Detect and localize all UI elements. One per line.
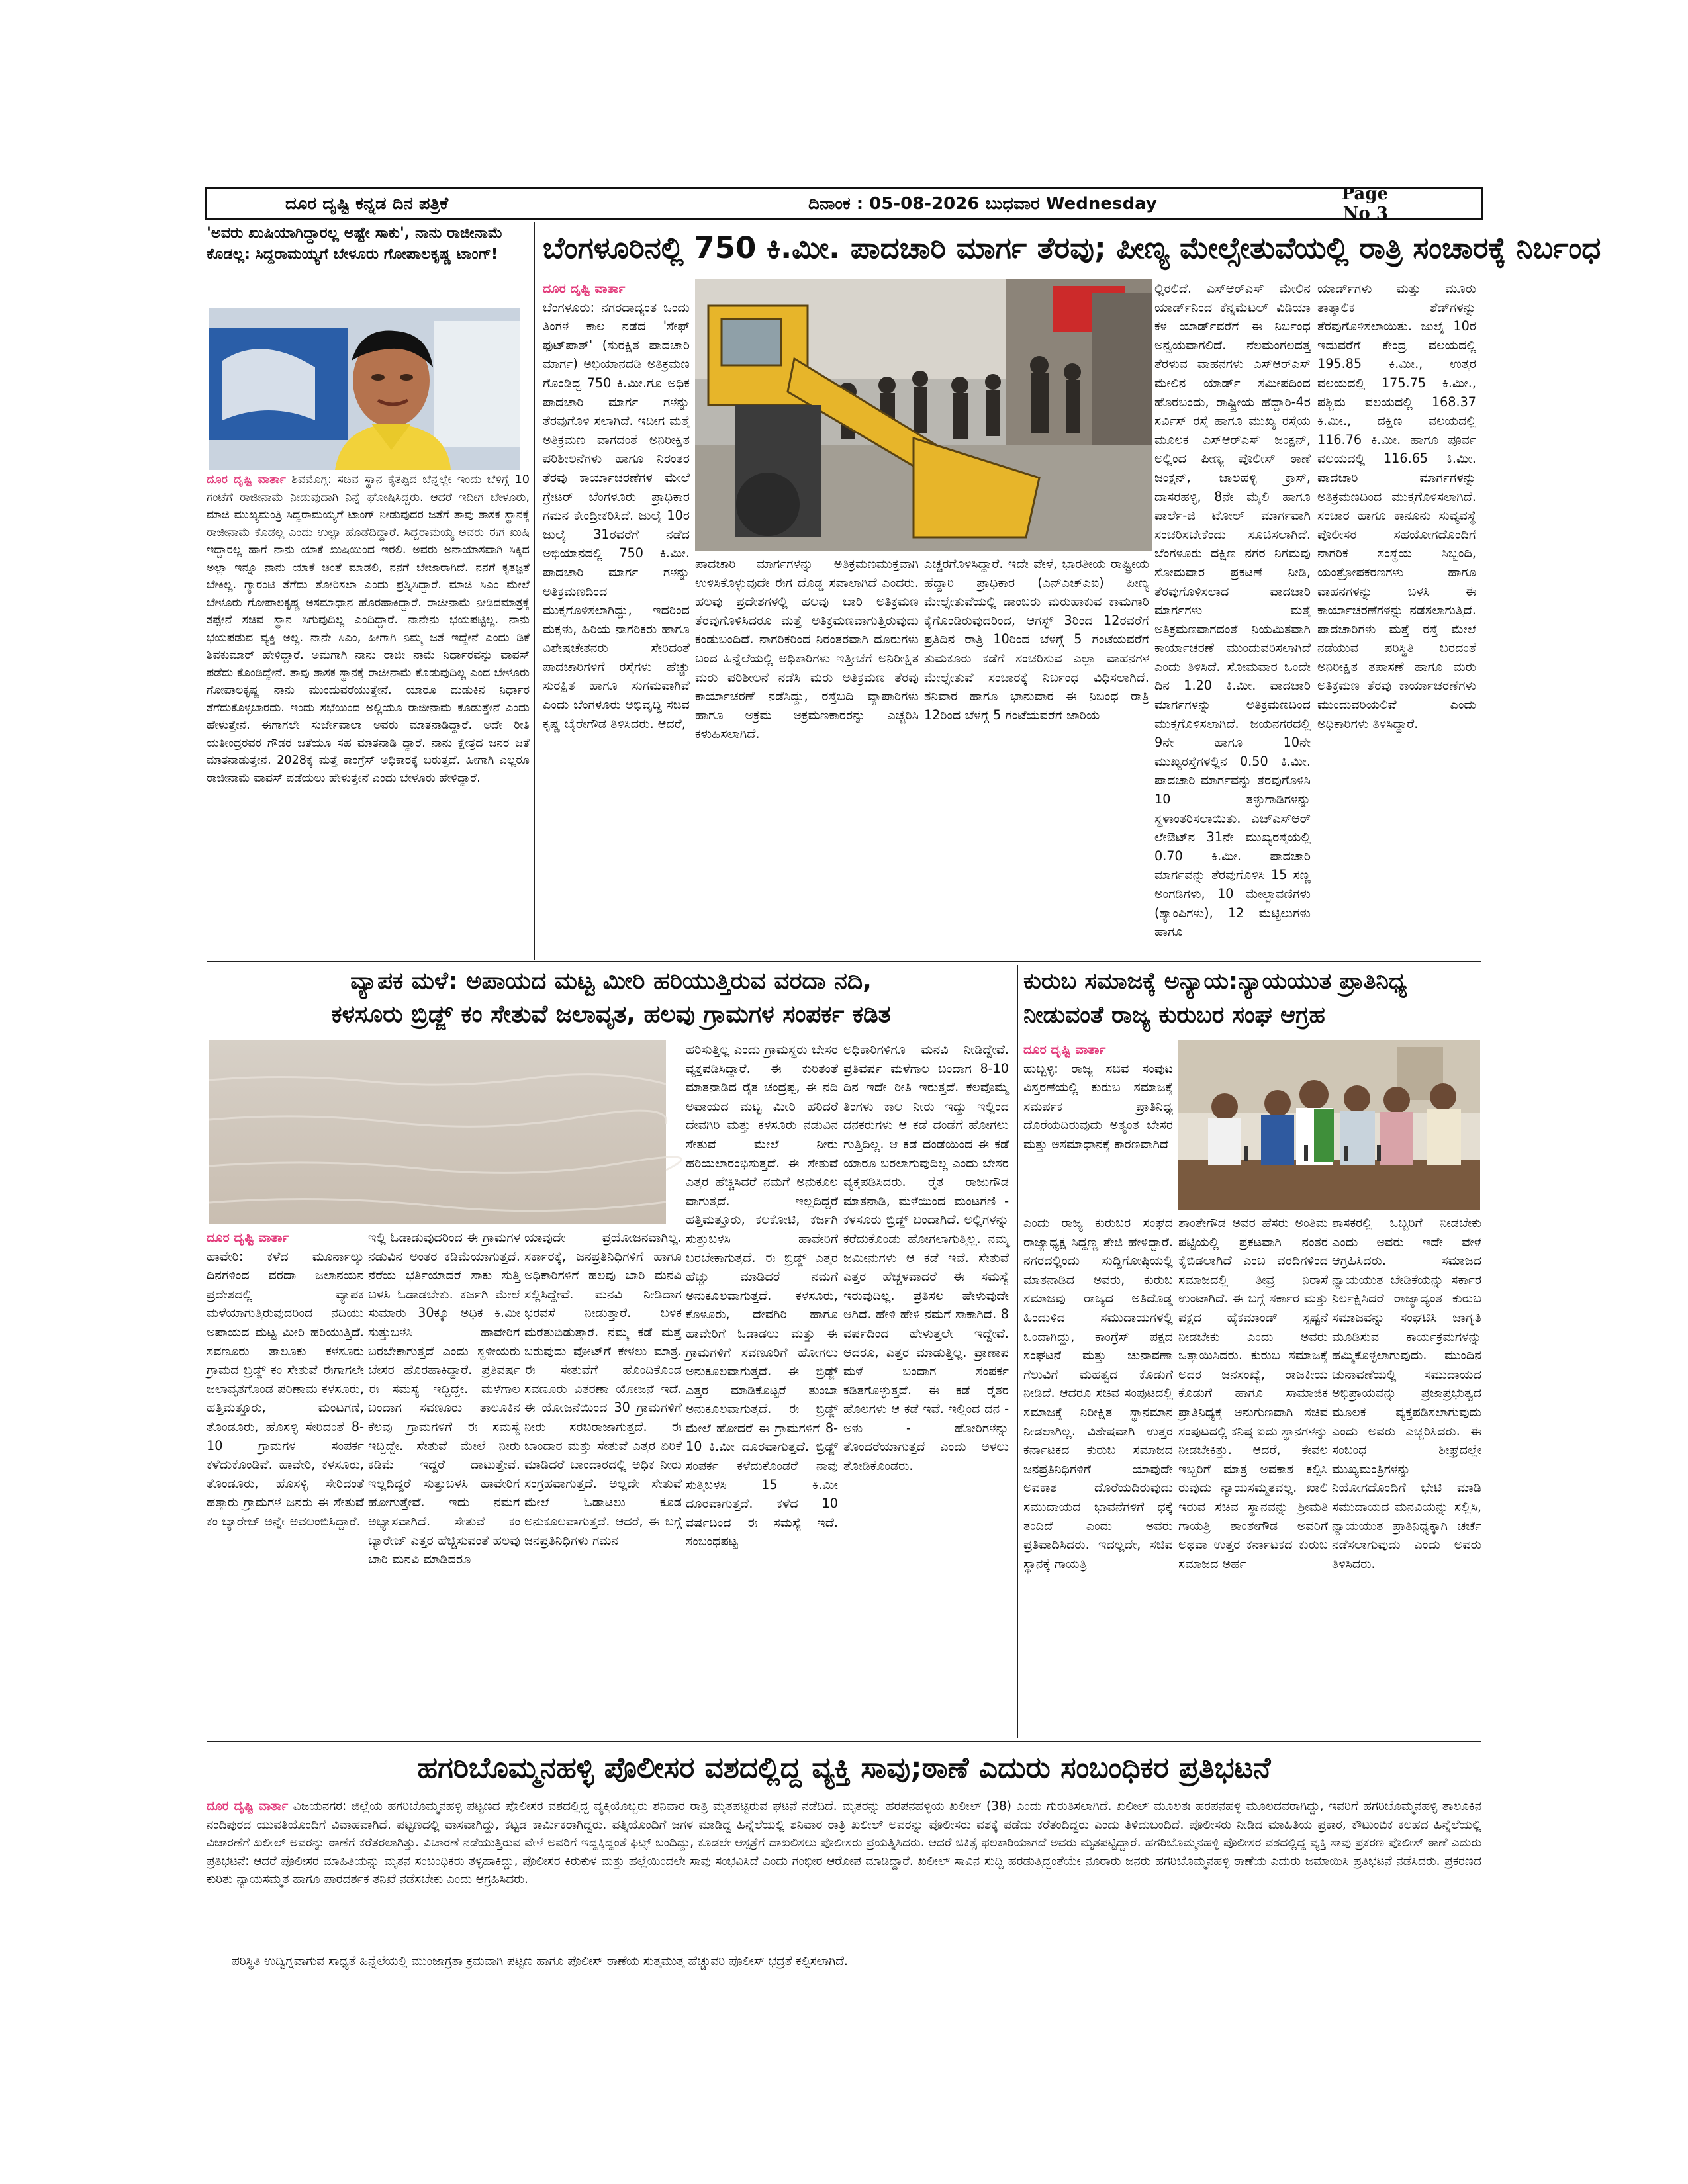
- story3-headline-line2: ಕಳಸೂರು ಬ್ರಿಡ್ಜ್ ಕಂ ಸೇತುವೆ ಜಲಾವೃತ, ಹಲವು ಗ್ರಾಮಗಳ ಸಂಪರ್ಕ ಕಡಿತ: [331, 1001, 891, 1028]
- story3-col3: ಯಾವುದೇ ಪ್ರಯೋಜನವಾಗಿಲ್ಲ. ಸರ್ಕಾರಕ್ಕೆ, ಜನಪ್ರತಿನಿಧಿಗಳಿಗೆ ಹಾಗೂ ಅಧಿಕಾರಿಗಳಿಗೆ ಹಲವು ಬಾರಿ ಮನವಿ ಸಲ್ಲಿಸಿದ್ದೇವೆ. ಮನವಿ ನೀಡಿದಾಗ ಭರವಸೆ ನೀಡುತ್ತಾರೆ. ಬಳಿಕ ಮರೆತುಬಿಡುತ್ತಾರೆ. ನಮ್ಮ ಕಡೆ ಮತ್ತೆ ಬರುವುದು ವೋಟ್‌ಗೆ ಕೇಳಲು ಮಾತ್ರ. ಈ ಸೇತುವೆಗೆ ಹೊಂದಿಕೊಂಡ ಸವಣೂರು ವಿತರಣಾ ಯೋಜನೆ ಇದೆ. ಈ ಯೋಜನೆಯಿಂದ 30 ಗ್ರಾಮಗಳಿಗೆ ನೀರು ಸರಬರಾಜಾಗುತ್ತದೆ. ಈ ಬಾಂದಾರ ಮತ್ತು ಸೇತುವೆ ಎತ್ತರ ಏರಿಕೆ ಮಾಡಿದರೆ ಬಾಂದಾರದಲ್ಲಿ ಅಧಿಕ ನೀರು ಸಂಗ್ರಹವಾಗುತ್ತದೆ. ಅಲ್ಲದೇ ಸೇತುವೆ ಮೇಲೆ ಓಡಾಟಲು ಕೂಡ ಅನುಕೂಲವಾಗುತ್ತದೆ. ಆದರೆ, ಈ ಬಗ್ಗೆ ಜನಪ್ರತಿನಿಧಿಗಳು ಗಮನ: [524, 1230, 682, 1548]
- story4-byline: ದೂರ ದೃಷ್ಟಿ ವಾರ್ತಾ: [1023, 1042, 1106, 1057]
- story3-headline: [207, 965, 1015, 1031]
- story4-headline-line2: ನೀಡುವಂತೆ ರಾಜ್ಯ ಕುರುಬರ ಸಂಘ ಆಗ್ರಹ: [1023, 1002, 1325, 1028]
- story2-col1-text: ಬೆಂಗಳೂರು: ನಗರದಾದ್ಯಂತ ಒಂದು ತಿಂಗಳ ಕಾಲ ನಡೆದ 'ಸೇಫ್ ಫುಟ್‌ಪಾತ್' (ಸುರಕ್ಷಿತ ಪಾದಚಾರಿ ಮಾರ್ಗ) ಅಭಿಯಾನದಡಿ ಅತಿಕ್ರಮಣ ಗೊಂಡಿದ್ದ 750 ಕಿ.ಮೀ.ಗೂ ಅಧಿಕ ಪಾದಚಾರಿ ಮಾರ್ಗ ಗಳನ್ನು ತೆರವುಗೊಳಿ ಸಲಾಗಿದೆ. ಇದೀಗ ಮತ್ತೆ ಅತಿಕ್ರಮಣ ವಾಗದಂತೆ ಅನಿರೀಕ್ಷಿತ ಪರಿಶೀಲನೆಗಳು ಹಾಗೂ ನಿರಂತರ ತೆರವು ಕಾರ್ಯಾಚರಣೆಗಳ ಮೇಲೆ ಗ್ರೇಟರ್ ಬೆಂಗಳೂರು ಪ್ರಾಧಿಕಾರ ಗಮನ ಕೇಂದ್ರೀಕರಿಸಿದೆ. ಜುಲೈ 10ರ ಜುಲೈ 31ರವರೆಗೆ ನಡೆದ ಅಭಿಯಾನದಲ್ಲಿ 750 ಕಿ.ಮೀ. ಪಾದಚಾರಿ ಮಾರ್ಗ ಗಳನ್ನು ಅತಿಕ್ರಮಣದಿಂದ ಮುಕ್ತಗೊಳಿಸಲಾಗಿದ್ದು, ಇದರಿಂದ ಮಕ್ಕಳು, ಹಿರಿಯ ನಾಗರಿಕರು ಹಾಗೂ ವಿಶೇಷಚೇತನರು ಸೇರಿದಂತೆ ಪಾದಚಾರಿಗಳಿಗೆ ರಸ್ತೆಗಳು ಹೆಚ್ಚು ಸುರಕ್ಷಿತ ಹಾಗೂ ಸುಗಮವಾಗಿವೆ ಎಂದು ಬೆಂಗಳೂರು ಅಭಿವೃದ್ಧಿ ಸಚಿವ ಕೃಷ್ಣ ಬೈರೇಗೌಡ ತಿಳಿಸಿದರು. ಆದರೆ,: [543, 299, 690, 731]
- story2-col2: ಪಾದಚಾರಿ ಮಾರ್ಗಗಳನ್ನು ಅತಿಕ್ರಮಣಮುಕ್ತವಾಗಿ ಉಳಿಸಿಕೊಳ್ಳುವುದೇ ಈಗ ದೊಡ್ಡ ಸವಾಲಾಗಿದೆ ಎಂದರು. ಹಲವು ಪ್ರದೇಶಗಳಲ್ಲಿ ಹಲವು ಬಾರಿ ಅತಿಕ್ರಮಣ ತೆರವುಗೊಳಿಸಿದರೂ ಮತ್ತೆ ಅತಿಕ್ರಮಣವಾಗುತ್ತಿರುವುದು ಕಂಡುಬಂದಿದೆ. ನಾಗರಿಕರಿಂದ ನಿರಂತರವಾಗಿ ದೂರುಗಳು ಬಂದ ಹಿನ್ನೆಲೆಯಲ್ಲಿ ಅಧಿಕಾರಿಗಳು ಇತ್ತೀಚೆಗೆ ಅನಿರೀಕ್ಷಿತ ಮರು ಪರಿಶೀಲನೆ ನಡೆಸಿ ಮರು ಅತಿಕ್ರಮಣ ತೆರವು ಕಾರ್ಯಾಚರಣೆ ನಡೆಸಿದ್ದು, ರಸ್ತೆಬದಿ ವ್ಯಾಪಾರಿಗಳು ಹಾಗೂ ಅಕ್ರಮ ಅಕ್ರಮಣಕಾರರನ್ನು ಎಚ್ಚರಿಸಿ ಕಳುಹಿಸಲಾಗಿದೆ.: [695, 556, 919, 742]
- flooded-river-image: [209, 1040, 666, 1224]
- story3-headline-line1: ವ್ಯಾಪಕ ಮಳೆ: ಅಪಾಯದ ಮಟ್ಟ ಮೀರಿ ಹರಿಯುತ್ತಿರುವ ವರದಾ ನದಿ,: [350, 968, 872, 995]
- story2-col5: ಲ್ಲಿರಲಿದೆ. ಎಸ್‌ಆರ್‌ಎಸ್ ಮೇಲಿನ ಯಾರ್ಡ್‌ನಿಂದ ಕೆನ್ನಮೆಟಲ್ ವಿಡಿಯಾ ಕಳ ಯಾರ್ಡ್‌ವರೆಗೆ ಈ ನಿರ್ಬಂಧ ಅನ್ವಯವಾಗಲಿದೆ. ನೆಲಮಂಗಲದತ್ತ ತೆರಳುವ ವಾಹನಗಳು ಎಸ್‌ಆರ್‌ಎಸ್ ಮೇಲಿನ ಯಾರ್ಡ್ ಸಮೀಪದಿಂದ ಹೊರಬಂದು, ರಾಷ್ಟ್ರೀಯ ಹೆದ್ದಾರಿ-4ರ ಸರ್ವಿಸ್ ರಸ್ತೆ ಹಾಗೂ ಮುಖ್ಯ ರಸ್ತೆಯ ಮೂಲಕ ಎಸ್‌ಆರ್‌ಎಸ್ ಜಂಕ್ಷನ್, ಅಲ್ಲಿಂದ ಪೀಣ್ಯ ಪೊಲೀಸ್ ಠಾಣೆ ಜಂಕ್ಷನ್, ಜಾಲಹಳ್ಳಿ ಕ್ರಾಸ್, ದಾಸರಹಳ್ಳಿ, 8ನೇ ಮೈಲಿ ಹಾಗೂ ಪಾರ್ಲೆ-ಜಿ ಟೋಲ್ ಮಾರ್ಗವಾಗಿ ಸಂಚರಿಸಬೇಕೆಂದು ಸೂಚಿಸಲಾಗಿದೆ. ಬೆಂಗಳೂರು ದಕ್ಷಿಣ ನಗರ ನಿಗಮವು ಸೋಮವಾರ ಪ್ರಕಟಣೆ ನೀಡಿ, ತೆರವುಗೊಳಿಸಲಾದ ಪಾದಚಾರಿ ಮಾರ್ಗಗಳು ಮತ್ತೆ ಅತಿಕ್ರಮಣವಾಗದಂತೆ ನಿಯಮಿತವಾಗಿ ಕಾರ್ಯಾಚರಣೆ ಮುಂದುವರಿಸಲಾಗಿದೆ ಎಂದು ತಿಳಿಸಿದೆ. ಸೋಮವಾರ ಒಂದೇ ದಿನ 1.20 ಕಿ.ಮೀ. ಪಾದಚಾರಿ ಮಾರ್ಗಗಳನ್ನು ಅತಿಕ್ರಮಣದಿಂದ ಮುಕ್ತಗೊಳಿಸಲಾಗಿದೆ. ಜಯನಗರದಲ್ಲಿ 9ನೇ ಹಾಗೂ 10ನೇ ಮುಖ್ಯರಸ್ತೆಗಳಲ್ಲಿನ 0.50 ಕಿ.ಮೀ. ಪಾದಚಾರಿ ಮಾರ್ಗವನ್ನು ತೆರವುಗೊಳಿಸಿ 10 ತಳ್ಳುಗಾಡಿಗಳನ್ನು ಸ್ಥಳಾಂತರಿಸಲಾಯಿತು. ಎಚ್‌ಎಸ್‌ಆರ್ ಲೇಔಟ್‌ನ 31ನೇ ಮುಖ್ಯರಸ್ತೆಯಲ್ಲಿ 0.70 ಕಿ.ಮೀ. ಪಾದಚಾರಿ ಮಾರ್ಗವನ್ನು ತೆರವುಗೊಳಿಸಿ 15 ಸಣ್ಣ ಅಂಗಡಿಗಳು, 10 ಮೇಲ್ಛಾವಣಿಗಳು (ಶ್ಯಾಂಪಿಗಳು), 12 ಮೆಟ್ಟಿಲುಗಳು ಹಾಗೂ: [1154, 281, 1311, 940]
- story2-col3: ಎಚ್ಚರಗೊಳಿಸಿದ್ದಾರೆ. ಇದೇ ವೇಳೆ, ಭಾರತೀಯ ರಾಷ್ಟ್ರೀಯ ಹೆದ್ದಾರಿ ಪ್ರಾಧಿಕಾರ (ಎನ್‌ಎಚ್‌ಎಐ) ಪೀಣ್ಯ ಮೇಲ್ಸೇತುವೆಯಲ್ಲಿ ಡಾಂಬರು ಮರುಹಾಕುವ ಕಾಮಗಾರಿ ಕೈಗೊಂಡಿರುವುದರಿಂದ, ಆಗಸ್ಟ್ 3ರಿಂದ 12ರವರೆಗೆ ಪ್ರತಿದಿನ ರಾತ್ರಿ 10ರಿಂದ ಬೆಳಗ್ಗೆ 5 ಗಂಟೆಯವರೆಗೆ ತುಮಕೂರು ಕಡೆಗೆ ಸಂಚರಿಸುವ ಎಲ್ಲಾ ವಾಹನಗಳ ಮೇಲ್ಸೇತುವೆ ಸಂಚಾರಕ್ಕೆ ನಿರ್ಬಂಧ ವಿಧಿಸಲಾಗಿದೆ. ಶನಿವಾರ ಹಾಗೂ ಭಾನುವಾರ ಈ ನಿಬಂಧ ರಾತ್ರಿ 12ರಿಂದ ಬೆಳಗ್ಗೆ 5 ಗಂಟೆಯವರೆಗೆ ಜಾರಿಯ: [924, 556, 1149, 723]
- story3-col5: ಅಧಿಕಾರಿಗಳಿಗೂ ಮನವಿ ನೀಡಿದ್ದೇವೆ. ಪ್ರತಿವರ್ಷ ಮಳೆಗಾಲ ಬಂದಾಗ 8-10 ದಿನ ಇದೇ ರೀತಿ ಇರುತ್ತದೆ. ಕೆಲವೊಮ್ಮೆ ತಿಂಗಳು ಕಾಲ ನೀರು ಇದ್ದು ಇಲ್ಲಿಂದ ದನಕರುಗಳು ಆ ಕಡೆ ದಂಡೆಗೆ ಹೋಗಲು ಗುತ್ತಿದಿಲ್ಲ. ಆ ಕಡೆ ದಂಡೆಯಿಂದ ಈ ಕಡೆ ಯಾರೂ ಬರಲಾಗುವುದಿಲ್ಲ ಎಂದು ಬೇಸರ ವ್ಯಕ್ತಪಡಿಸಿದರು. ರೈತ ರಾಜುಗೌಡ ಮಾತನಾಡಿ, ಮಳೆಯಿಂದ ಮಂಟಗಣಿ - ಕಳಸೂರು ಬ್ರಿಡ್ಜ್ ಬಂದಾಗಿದೆ. ಅಲ್ಲಿಗಳನ್ನು ಕರೆದುಕೊಂಡು ಹೋಗಲಾಗುತ್ತಿಲ್ಲ. ನಮ್ಮ ಜಮೀನುಗಳು ಆ ಕಡೆ ಇವೆ. ಸೇತುವೆ ಎತ್ತರ ಹೆಚ್ಚಳವಾದರೆ ಈ ಸಮಸ್ಯೆ ಇರುವುದಿಲ್ಲ. ಪ್ರತಿಸಲ ಹೇಳುವುದೇ ಆಗಿದೆ. ಹೇಳಿ ಹೇಳಿ ನಮಗೆ ಸಾಕಾಗಿದೆ. 8 ವರ್ಷದಿಂದ ಹೇಳುತ್ತಲೇ ಇದ್ದೇವೆ. ಆದರೂ, ಎತ್ತರ ಮಾಡುತ್ತಿಲ್ಲ. ಪ್ರಾಣಾಪ ಮಳೆ ಬಂದಾಗ ಸಂಪರ್ಕ ಕಡಿತಗೊಳ್ಳುತ್ತದೆ. ಈ ಕಡೆ ರೈತರ ಹೊಲಗಳು ಆ ಕಡೆ ಇವೆ. ಇಲ್ಲಿಂದ ದನ - ಅಳು - ಹೋರಿಗಳನ್ನು ತೊಂದರೆಯಾಗುತ್ತದೆ ಎಂದು ಅಳಲು ತೋಡಿಕೊಂಡರು.: [843, 1042, 1009, 1474]
- story3-byline: ದೂರ ದೃಷ್ಟಿ ವಾರ್ತಾ: [207, 1230, 289, 1245]
- story1-photo: [209, 308, 520, 470]
- page-number: Page No 3: [1341, 184, 1388, 224]
- story1-byline: ದೂರ ದೃಷ್ಟಿ ವಾರ್ತಾ: [207, 473, 286, 486]
- story3-col4: ಹರಿಸುತ್ತಿಲ್ಲ ಎಂದು ಗ್ರಾಮಸ್ಥರು ಬೇಸರ ವ್ಯಕ್ತಪಡಿಸಿದ್ದಾರೆ. ಈ ಕುರಿತಂತೆ ಮಾತನಾಡಿದ ರೈತ ಚಂದ್ರಪ್ಪ, ಈ ನದಿ ಅಪಾಯದ ಮಟ್ಟ ಮೀರಿ ಹರಿದರೆ ದೇವಗಿರಿ ಮತ್ತು ಕಳಸೂರು ನಡುವಿನ ಸೇತುವೆ ಮೇಲೆ ನೀರು ಹರಿಯಲಾರಂಭಿಸುತ್ತದೆ. ಈ ಸೇತುವೆ ಎತ್ತರ ಹೆಚ್ಚಿಸಿದರೆ ನಮಗೆ ಅನುಕೂಲ ವಾಗುತ್ತದೆ. ಇಲ್ಲದಿದ್ದರೆ ಹತ್ತಿಮತ್ತೂರು, ಕಲಕೋಟಿ, ಕರ್ಜಗಿ ಸುತ್ತುಬಳಸಿ ಹಾವೇರಿಗೆ ಬರಬೇಕಾಗುತ್ತದೆ. ಈ ಬ್ರಿಡ್ಜ್ ಎತ್ತರ ಹೆಚ್ಚು ಮಾಡಿದರೆ ನಮಗೆ ಅನುಕೂಲವಾಗುತ್ತದೆ. ಕಳಸೂರು, ಕೊಳೂರು, ದೇವಗಿರಿ ಹಾಗೂ ಹಾವೇರಿಗೆ ಓಡಾಡಲು ಮತ್ತು ಈ ಗ್ರಾಮಗಳಿಗೆ ಸವಣೂರಿಗೆ ಹೋಗಲು ಅನುಕೂಲವಾಗುತ್ತದೆ. ಈ ಬ್ರಿಡ್ಜ್ ಎತ್ತರ ಮಾಡಿಕೊಟ್ಟರೆ ತುಂಬಾ ಅನುಕೂಲವಾಗುತ್ತದೆ. ಈ ಬ್ರಿಡ್ಜ್ ಮೇಲೆ ಹೋದರೆ ಈ ಗ್ರಾಮಗಳಿಗೆ 8-10 ಕಿ.ಮೀ ದೂರವಾಗುತ್ತದೆ. ಬ್ರಿಡ್ಜ್ ಸಂಪರ್ಕ ಕಳೆದುಕೊಂಡರೆ ನಾವು ಸುತ್ತಿಬಳಸಿ 15 ಕಿ.ಮೀ ದೂರವಾಗುತ್ತದೆ. ಕಳೆದ 10 ವರ್ಷದಿಂದ ಈ ಸಮಸ್ಯೆ ಇದೆ. ಸಂಬಂಧಪಟ್ಟ: [686, 1042, 838, 1549]
- story2-col4-text: ಲ್ಲಿರಲಿದೆ. ಎಸ್‌ಆರ್‌ಎಸ್ ಮೇಲಿನ ಯಾರ್ಡ್‌ನಿಂದ ಕೆನ್ನಮೆಟಲ್ ವಿಡಿಯಾ ಕಳ ಯಾರ್ಡ್‌ವರೆಗೆ ಈ ನಿರ್ಬಂಧ ಅನ್ವಯವಾಗಲಿದೆ. ನೆಲಮಂಗಲದತ್ತ ತೆರಳುವ ವಾಹನಗಳು ಎಸ್‌ಆರ್‌ಎಸ್ ಮೇಲಿನ ಯಾರ್ಡ್ ಸಮೀಪದಿಂದ ಹೊರಬಂದು, ರಾಷ್ಟ್ರೀಯ ಹೆದ್ದಾರಿ-4ರ ಸರ್ವಿಸ್ ರಸ್ತೆ ಹಾಗೂ ಮುಖ್ಯ ರಸ್ತೆಯ ಮೂಲಕ ಎಸ್‌ಆರ್‌ಎಸ್ ಜಂಕ್ಷನ್, ಅಲ್ಲಿಂದ ಪೀಣ್ಯ ಪೊಲೀಸ್ ಠಾಣೆ ಜಂಕ್ಷನ್, ಜಾಲಹಳ್ಳಿ ಕ್ರಾಸ್, ದಾಸರಹಳ್ಳಿ, 8ನೇ ಮೈಲಿ ಹಾಗೂ ಪಾರ್ಲೆ-ಜಿ ಟೋಲ್ ಮಾರ್ಗವಾಗಿ: [1154, 281, 1311, 523]
- column-divider: [534, 222, 535, 960]
- story4-col1-top-text: ಹುಬ್ಬಳ್ಳಿ: ರಾಜ್ಯ ಸಚಿವ ಸಂಪುಟ ವಿಸ್ತರಣೆಯಲ್ಲಿ ಕುರುಬ ಸಮಾಜಕ್ಕೆ ಸಮರ್ಪಕ ಪ್ರಾತಿನಿಧ್ಯ ದೊರೆಯದಿರುವುದು ಅತ್ಯಂತ ಬೇಸರ ಮತ್ತು ಅಸಮಾಧಾನಕ್ಕೆ ಕಾರಣವಾಗಿದೆ: [1023, 1060, 1173, 1152]
- story2-col1: [543, 279, 690, 948]
- story5-byline: ದೂರ ದೃಷ್ಟಿ ವಾರ್ತಾ: [207, 1799, 289, 1813]
- story1-body: [207, 471, 530, 961]
- story4-col1-top: [1023, 1040, 1173, 1210]
- story4-headline: [1023, 965, 1483, 1032]
- section-divider: [207, 1741, 1481, 1742]
- story4-col3: ಶಾಸಕರಲ್ಲಿ ಒಬ್ಬರಿಗೆ ನೀಡಬೇಕು ಎಂದು ಅವರು ಇದೇ ವೇಳೆ ಆಗ್ರಹಿಸಿದರು. ಸಮಾಜದ ನ್ಯಾಯಯುತ ಬೇಡಿಕೆಯನ್ನು ಸರ್ಕಾರ ನಿರ್ಲಕ್ಷಿಸಿದರೆ ರಾಜ್ಯಾದ್ಯಂತ ಕುರುಬ ಸಮಾಜವನ್ನು ಸಂಘಟಿಸಿ ಜಾಗೃತಿ ಮೂಡಿಸುವ ಕಾರ್ಯಕ್ರಮಗಳನ್ನು ಹಮ್ಮಿಕೊಳ್ಳಲಾಗುವುದು. ಮುಂದಿನ ಚುನಾವಣೆಯಲ್ಲಿ ಸಮುದಾಯದ ಅಭಿಪ್ರಾಯವನ್ನು ಪ್ರಜಾಪ್ರಭುತ್ವದ ಮೂಲಕ ವ್ಯಕ್ತಪಡಿಸಲಾಗುವುದು ಎಂದು ಅವರು ಎಚ್ಚರಿಸಿದರು. ಈ ಸಂಬಂಧ ಶೀಘ್ರದಲ್ಲೇ ಮುಖ್ಯಮಂತ್ರಿಗಳನ್ನು ನಿಯೋಗದೊಂದಿಗೆ ಭೇಟಿ ಮಾಡಿ ಸಮುದಾಯದ ಮನವಿಯನ್ನು ಸಲ್ಲಿಸಿ, ನ್ಯಾಯಯುತ ಪ್ರಾತಿನಿಧ್ಯಕ್ಕಾಗಿ ಚರ್ಚೆ ನಡೆಸಲಾಗುವುದು ಎಂದು ಅವರು ತಿಳಿಸಿದರು.: [1332, 1215, 1481, 1571]
- story1-text: ಶಿವಮೊಗ್ಗ: ಸಚಿವ ಸ್ಥಾನ ಕೈತಪ್ಪಿದ ಬೆನ್ನಲ್ಲೇ ಇಂದು ಬೆಳಿಗ್ಗೆ 10 ಗಂಟೆಗೆ ರಾಜೀನಾಮೆ ನೀಡುವುದಾಗಿ ನಿನ್ನೆ ಘೋಷಿಸಿದ್ದರು. ಆದರೆ ಇದೀಗ ಬೇಳೂರು, ಮಾಜಿ ಮುಖ್ಯಮಂತ್ರಿ ಸಿದ್ದರಾಮಯ್ಯಗೆ ಟಾಂಗ್ ನೀಡುವುದರ ಜತೆಗೆ ತಾವು ಶಾಸಕ ಸ್ಥಾನಕ್ಕೆ ರಾಜೀನಾಮೆ ಕೊಡಲ್ಲ ಎಂದು ಉಲ್ಟಾ ಹೊಡೆದಿದ್ದಾರೆ. ಸಿದ್ದರಾಮಯ್ಯ ಅವರು ಈಗ ಖುಷಿ ಇದ್ದಾರಲ್ಲ ಹಾಗೆ ನಾನು ಯಾಕೆ ಖುಷಿಯಿಂದ ಇರಲಿ. ಅವರು ಅನಾಯಾಸವಾಗಿ ಸಿಕ್ಕಿದ ಅಲ್ಲಾ ಇನ್ನೂ ನಾನು ಯಾಕೆ ಚಿಂತೆ ಮಾಡಲಿ, ನನಗೆ ಬೇಜಾರಾಗಿದೆ. ನನಗೆ ಕೃತಜ್ಞತೆ ಬೇಕಿಲ್ಲ. ಗ್ಯಾರಂಟಿ ತೆಗೆದು ತೋರಿಸಲಾ ಎಂದು ಪ್ರಶ್ನಿಸಿದ್ದಾರೆ. ಮಾಜಿ ಸಿಎಂ ಮೇಲೆ ಬೇಳೂರು ಗೋಪಾಲಕೃಷ್ಣ ಅಸಮಾಧಾನ ಹೊರಹಾಕಿದ್ದಾರೆ. ರಾಜೀನಾಮೆ ನೀಡಿದಮಾತ್ರಕ್ಕೆ ತಪ್ಪೇನೆ ಸಚಿವ ಸ್ಥಾನ ಸಿಗುವುದಿಲ್ಲ ಎಂದಿದ್ದಾರೆ. ನಾನೇನು ಭಯಪಟ್ಟಿಲ್ಲ. ನಾನು ಭಯಪಡುವ ವ್ಯಕ್ತಿ ಅಲ್ಲ. ನಾನೇ ಸಿಎಂ, ಹೀಗಾಗಿ ನಿಮ್ಮ ಜತೆ ಇದ್ದೇನೆ ಎಂದು ಡಿಕೆ ಶಿವಕುಮಾರ್ ಹೇಳಿದ್ದಾರೆ. ಅಮಗಾಗಿ ನಾನು ರಾಜೀ ನಾಮೆ ನಿರ್ಧಾರವನ್ನು ವಾಪಸ್ ಪಡೆದು ಕೊಂಡಿದ್ದೇನೆ. ತಾವು ಶಾಸಕ ಸ್ಥಾನಕ್ಕೆ ರಾಜೀನಾಮೆ ಕೊಡುವುದಿಲ್ಲ ಎಂದ ಬೇಳೂರು ಗೋಪಾಲಕೃಷ್ಣ ನಾನು ಮುಂದುವರೆಯುತ್ತೇನೆ. ಯಾರೂ ದುಡುಕಿನ ನಿರ್ಧಾರ ತೆಗೆದುಕೊಳ್ಳಬಾರದು. ಇಂದು ಸಭೆಯಿಂದ ಅಲ್ಲಿಯೂ ರಾಜೀನಾಮೆ ಕೊಡುತ್ತೇನೆ ಎಂದು ಹೇಳುತ್ತೇನೆ. ಈಗಾಗಲೇ ಸುರ್ಜೇವಾಲಾ ಅವರು ಮಾತನಾಡಿದ್ದಾರೆ. ಅದೇ ರೀತಿ ಯತೀಂದ್ರರವರ ಗೌಡರ ಜತೆಯೂ ಸಹ ಮಾತನಾಡಿ ದ್ದಾರೆ. ನಾನು ಕ್ಷೇತ್ರದ ಜನರ ಜತೆ ಮಾತನಾಡುತ್ತೇನೆ. 2028ಕ್ಕೆ ಮತ್ತೆ ಕಾಂಗ್ರೆಸ್ ಅಧಿಕಾರಕ್ಕೆ ಬರುತ್ತದೆ. ಹೀಗಾಗಿ ಎಲ್ಲರೂ ರಾಜೀನಾಮೆ ವಾಪಸ್ ಪಡೆಯಲು ಹೇಳುತ್ತೇನೆ ಎಂದು ಬೇಳೂರು ಹೇಳಿದ್ದಾರೆ.: [207, 473, 530, 785]
- story1-headline-line2: ಕೊಡಲ್ಲ: ಸಿದ್ದರಾಮಯ್ಯಗೆ ಬೇಳೂರು ಗೋಪಾಲಕೃಷ್ಣ ಟಾಂಗ್!: [207, 246, 498, 263]
- story4-col2: ಶಾಂತೇಗೌಡ ಅವರ ಹೆಸರು ಅಂತಿಮ ಪಟ್ಟಿಯಲ್ಲಿ ಪ್ರಕಟವಾಗಿ ನಂತರ ಕೈಬಿಡಲಾಗಿದೆ ಎಂಬ ವರದಿಗಳಿಂದ ಸಮಾಜದಲ್ಲಿ ತೀವ್ರ ನಿರಾಸೆ ಉಂಟಾಗಿದೆ. ಈ ಬಗ್ಗೆ ಸರ್ಕಾರ ಮತ್ತು ಪಕ್ಷದ ಹೈಕಮಾಂಡ್ ಸ್ಪಷ್ಟನೆ ನೀಡಬೇಕು ಎಂದು ಅವರು ಒತ್ತಾಯಿಸಿದರು. ಕುರುಬ ಸಮಾಜಕ್ಕೆ ಅದರ ಜನಸಂಖ್ಯೆ, ರಾಜಕೀಯ ಕೊಡುಗೆ ಹಾಗೂ ಸಾಮಾಜಿಕ ಪ್ರಾತಿನಿಧ್ಯಕ್ಕೆ ಅನುಗುಣವಾಗಿ ಸಚಿವ ಸಂಪುಟದಲ್ಲಿ ಕನಿಷ್ಠ ಐದು ಸ್ಥಾನಗಳನ್ನು ನೀಡಬೇಕಿತ್ತು. ಆದರೆ, ಕೇವಲ ಇಬ್ಬರಿಗೆ ಮಾತ್ರ ಅವಕಾಶ ಕಲ್ಪಿಸಿ ರುವುದು ನ್ಯಾಯಸಮ್ಮತವಲ್ಲ. ಖಾಲಿ ಇರುವ ಸಚಿವ ಸ್ಥಾನವನ್ನು ಶ್ರೀಮತಿ ಗಾಯತ್ರಿ ಶಾಂತೇಗೌಡ ಅವರಿಗೆ ಅಥವಾ ಉತ್ತರ ಕರ್ನಾಟಕದ ಕುರುಬ ಸಮಾಜದ ಅರ್ಹ: [1178, 1215, 1328, 1571]
- paper-name: ದೂರ ದೃಷ್ಟಿ ಕನ್ನಡ ದಿನ ಪತ್ರಿಕೆ: [285, 193, 449, 214]
- story5-text: ವಿಜಯನಗರ: ಜಿಲ್ಲೆಯ ಹಗರಿಬೊಮ್ಮನಹಳ್ಳಿ ಪಟ್ಟಣದ ಪೊಲೀಸರ ವಶದಲ್ಲಿದ್ದ ವ್ಯಕ್ತಿಯೊಬ್ಬರು ಶನಿವಾರ ರಾತ್ರಿ ಮೃತಪಟ್ಟಿರುವ ಘಟನೆ ನಡೆದಿದೆ. ಮೃತರನ್ನು ಹರಪನಹಳ್ಳಿಯ ಖಲೀಲ್ (38) ಎಂದು ಗುರುತಿಸಲಾಗಿದೆ. ಖಲೀಲ್ ಮೂಲತಃ ಹರಪನಹಳ್ಳಿ ಮೂಲದವರಾಗಿದ್ದು, ಇವರಿಗೆ ಹಗರಿಬೊಮ್ಮನಹಳ್ಳಿ ತಾಲೂಕಿನ ನಂದಿಪುರದ ಯುವತಿಯೊಂದಿಗೆ ವಿವಾಹವಾಗಿದೆ. ಪಟ್ಟಣದಲ್ಲಿ ವಾಸವಾಗಿದ್ದು, ಕಟ್ಟಡ ಕಾರ್ಮಿಕರಾಗಿದ್ದರು. ಪತ್ನಿಯೊಂದಿಗೆ ಜಗಳ ಮಾಡಿದ್ದ ಹಿನ್ನೆಲೆಯಲ್ಲಿ ಶನಿವಾರ ರಾತ್ರಿ ಖಲೀಲ್ ಅವರನ್ನು ಪೊಲೀಸರು ವಶಕ್ಕೆ ಪಡೆದು ಕರೆತಂದಿದ್ದರು ಎಂದು ತಿಳಿದುಬಂದಿದೆ. ಪೊಲೀಸರು ನೀಡಿದ ಮಾಹಿತಿಯ ಪ್ರಕಾರ, ಕೌಟುಂಬಿಕ ಕಲಹದ ಹಿನ್ನೆಲೆಯಲ್ಲಿ ವಿಚಾರಣೆಗೆ ಖಲೀಲ್ ಅವರನ್ನು ಠಾಣೆಗೆ ಕರೆತರಲಾಗಿತ್ತು. ವಿಚಾರಣೆ ನಡೆಯುತ್ತಿರುವ ವೇಳೆ ಅವರಿಗೆ ಇದ್ದಕ್ಕಿದ್ದಂತೆ ಫಿಟ್ಸ್ ಬಂದಿದ್ದು, ಕೂಡಲೇ ಆಸ್ಪತ್ರೆಗೆ ದಾಖಲಿಸಲು ಪೊಲೀಸರು ಪ್ರಯತ್ನಿಸಿದರು. ಆದರೆ ಚಿಕಿತ್ಸೆ ಫಲಕಾರಿಯಾಗದೆ ಅವರು ಮೃತಪಟ್ಟಿದ್ದಾರೆ. ಹಗರಿಬೊಮ್ಮನಹಳ್ಳಿ ಪೊಲೀಸರ ವಶದಲ್ಲಿದ್ದ ವ್ಯಕ್ತಿ ಸಾವು ಪ್ರಕರಣ ಪೊಲೀಸ್ ಠಾಣೆ ಎದುರು ಪ್ರತಿಭಟನೆ: ಆದರೆ ಪೊಲೀಸರ ಮಾಹಿತಿಯನ್ನು ಮೃತನ ಸಂಬಂಧಿಕರು ತಳ್ಳಿಹಾಕಿದ್ದು, ಪೊಲೀಸರ ಕಿರುಕುಳ ಮತ್ತು ಹಲ್ಲೆಯಿಂದಲೇ ಸಾವು ಸಂಭವಿಸಿದೆ ಎಂದು ಗಂಭೀರ ಆರೋಪ ಮಾಡಿದ್ದಾರೆ. ಖಲೀಲ್ ಸಾವಿನ ಸುದ್ದಿ ಹರಡುತ್ತಿದ್ದಂತೆಯೇ ನೂರಾರು ಜನರು ಹಗರಿಬೊಮ್ಮನಹಳ್ಳಿ ಠಾಣೆಯ ಎದುರು ಜಮಾಯಿಸಿ ಪ್ರತಿಭಟನೆ ನಡೆಸಿದರು. ಪ್ರಕರಣದ ಕುರಿತು ನ್ಯಾಯಸಮ್ಮತ ಹಾಗೂ ಪಾರದರ್ಶಕ ತನಿಖೆ ನಡೆಸಬೇಕು ಎಂದು ಆಗ್ರಹಿಸಿದರು.: [207, 1799, 1481, 1886]
- story3-col1: [207, 1228, 364, 1738]
- story5-closing: ಪರಿಸ್ಥಿತಿ ಉದ್ವಿಗ್ನವಾಗುವ ಸಾಧ್ಯತೆ ಹಿನ್ನೆಲೆಯಲ್ಲಿ ಮುಂಜಾಗ್ರತಾ ಕ್ರಮವಾಗಿ ಪಟ್ಟಣ ಹಾಗೂ ಪೊಲೀಸ್ ಠಾಣೆಯ ಸುತ್ತಮುತ್ತ ಹೆಚ್ಚುವರಿ ಪೊಲೀಸ್ ಭದ್ರತೆ ಕಲ್ಪಿಸಲಾಗಿದೆ.: [232, 1954, 848, 1968]
- section-divider: [207, 961, 1481, 962]
- story3-col2: ಇಲ್ಲಿ ಓಡಾಡುವುದರಿಂದ ಈ ಗ್ರಾಮಗಳ ನಡುವಿನ ಅಂತರ ಕಡಿಮೆಯಾಗುತ್ತದೆ. ನೆರೆಯ ಭರ್ತಿಯಾದರೆ ಸಾಕು ಸುತ್ತಿ ಬಳಸಿ ಓಡಾಡಬೇಕು. ಕರ್ಜಗಿ ಮೇಲೆ ಸುಮಾರು 30ಕ್ಕೂ ಅಧಿಕ ಕಿ.ಮೀ ಸುತ್ತುಬಳಸಿ ಹಾವೇರಿಗೆ ಬರಬೇಕಾಗುತ್ತದೆ ಎಂದು ಸ್ಥಳೀಯರು ಬೇಸರ ಹೊರಹಾಕಿದ್ದಾರೆ. ಪ್ರತಿವರ್ಷ ಈ ಸಮಸ್ಯೆ ಇದ್ದಿದ್ದೇ. ಮಳೆಗಾಲ ಬಂದಾಗ ಸವಣೂರು ತಾಲೂಕಿನ ಕೆಲವು ಗ್ರಾಮಗಳಿಗೆ ಈ ಸಮಸ್ಯೆ ಇದ್ದಿದ್ದೇ. ಸೇತುವೆ ಮೇಲೆ ನೀರು ಕಡಿಮೆ ಇದ್ದರೆ ದಾಟುತ್ತೇವೆ. ಇಲ್ಲದಿದ್ದರೆ ಸುತ್ತುಬಳಸಿ ಹಾವೇರಿಗೆ ಹೋಗುತ್ತೇವೆ. ಇದು ನಮಗೆ ಅಭ್ಯಾಸವಾಗಿದೆ. ಸೇತುವೆ ಕಂ ಬ್ಯಾರೇಜ್ ಎತ್ತರ ಹೆಚ್ಚಿಸುವಂತೆ ಹಲವು ಬಾರಿ ಮನವಿ ಮಾಡಿದರೂ: [368, 1230, 520, 1567]
- issue-date: ದಿನಾಂಕ : 05-08-2026 ಬುಧವಾರ Wednesday: [808, 193, 1157, 214]
- column-divider: [1017, 965, 1018, 1738]
- page-header: [205, 184, 1483, 224]
- story5-headline: ಹಗರಿಬೊಮ್ಮನಹಳ್ಳಿ ಪೊಲೀಸರ ವಶದಲ್ಲಿದ್ದ ವ್ಯಕ್ತಿ ಸಾವು;ಠಾಣೆ ಎದುರು ಸಂಬಂಧಿಕರ ಪ್ರತಿಭಟನೆ: [417, 1751, 1271, 1785]
- story2-col6: ಯಾರ್ಡ್‌ಗಳು ಮತ್ತು ಮೂರು ತಾತ್ಕಾಲಿಕ ಶೆಡ್‌ಗಳನ್ನು ತೆರವುಗೊಳಿಸಲಾಯಿತು. ಜುಲೈ 10ರ ಇದುವರೆಗೆ ಕೇಂದ್ರ ವಲಯದಲ್ಲಿ 195.85 ಕಿ.ಮೀ., ಉತ್ತರ ವಲಯದಲ್ಲಿ 175.75 ಕಿ.ಮೀ., ಪಶ್ಚಿಮ ವಲಯದಲ್ಲಿ 168.37 ಕಿ.ಮೀ., ದಕ್ಷಿಣ ವಲಯದಲ್ಲಿ 116.76 ಕಿ.ಮೀ. ಹಾಗೂ ಪೂರ್ವ ವಲಯದಲ್ಲಿ 116.65 ಕಿ.ಮೀ. ಪಾದಚಾರಿ ಮಾರ್ಗಗಳನ್ನು ಅತಿಕ್ರಮಣದಿಂದ ಮುಕ್ತಗೊಳಿಸಲಾಗಿದೆ. ಸಂಚಾರ ಹಾಗೂ ಕಾನೂನು ಸುವ್ಯವಸ್ಥೆ ಪೊಲೀಸರ ಸಹಯೋಗದೊಂದಿಗೆ ನಾಗರಿಕ ಸಂಸ್ಥೆಯ ಸಿಬ್ಬಂದಿ, ಯಂತ್ರೋಪಕರಣಗಳು ಹಾಗೂ ವಾಹನಗಳನ್ನು ಬಳಸಿ ಈ ಕಾರ್ಯಾಚರಣೆಗಳನ್ನು ನಡೆಸಲಾಗುತ್ತಿದೆ. ಪಾದಚಾರಿಗಳು ಮತ್ತೆ ರಸ್ತೆ ಮೇಲೆ ನಡೆಯುವ ಪರಿಸ್ಥಿತಿ ಬರದಂತೆ ಅನಿರೀಕ್ಷಿತ ತಪಾಸಣೆ ಹಾಗೂ ಮರು ಅತಿಕ್ರಮಣ ತೆರವು ಕಾರ್ಯಾಚರಣೆಗಳು ಮುಂದುವರಿಯಲಿವೆ ಎಂದು ಅಧಿಕಾರಿಗಳು ತಿಳಿಸಿದ್ದಾರೆ.: [1317, 281, 1476, 731]
- story2-byline: ದೂರ ದೃಷ್ಟಿ ವಾರ್ತಾ: [543, 281, 626, 296]
- story4-col1: ಎಂದು ರಾಜ್ಯ ಕುರುಬರ ಸಂಘದ ರಾಜ್ಯಾಧ್ಯಕ್ಷ ಸಿದ್ದಣ್ಣ ತೇಜಿ ಹೇಳಿದ್ದಾರೆ. ನಗರದಲ್ಲಿಂದು ಸುದ್ದಿಗೋಷ್ಠಿಯಲ್ಲಿ ಮಾತನಾಡಿದ ಅವರು, ಕುರುಬ ಸಮಾಜವು ರಾಜ್ಯದ ಅತಿದೊಡ್ಡ ಹಿಂದುಳಿದ ಸಮುದಾಯಗಳಲ್ಲಿ ಒಂದಾಗಿದ್ದು, ಕಾಂಗ್ರೆಸ್ ಪಕ್ಷದ ಸಂಘಟನೆ ಮತ್ತು ಚುನಾವಣಾ ಗೆಲುವಿಗೆ ಮಹತ್ವದ ಕೊಡುಗೆ ನೀಡಿದೆ. ಆದರೂ ಸಚಿವ ಸಂಪುಟದಲ್ಲಿ ಸಮಾಜಕ್ಕೆ ನಿರೀಕ್ಷಿತ ಸ್ಥಾನಮಾನ ನೀಡಲಾಗಿಲ್ಲ. ವಿಶೇಷವಾಗಿ ಉತ್ತರ ಕರ್ನಾಟಕದ ಕುರುಬ ಸಮಾಜದ ಜನಪ್ರತಿನಿಧಿಗಳಿಗೆ ಯಾವುದೇ ಅವಕಾಶ ದೊರೆಯದಿರುವುದು ಸಮುದಾಯದ ಭಾವನೆಗಳಿಗೆ ಧಕ್ಕೆ ತಂದಿದೆ ಎಂದು ಅವರು ಪ್ರತಿಪಾದಿಸಿದರು. ಇದಲ್ಲದೇ, ಸಚಿವ ಸ್ಥಾನಕ್ಕೆ ಗಾಯತ್ರಿ: [1023, 1215, 1173, 1571]
- press-conference-image: [1178, 1040, 1480, 1210]
- story2-headline: ಬೆಂಗಳೂರಿನಲ್ಲಿ 750 ಕಿ.ಮೀ. ಪಾದಚಾರಿ ಮಾರ್ಗ ತೆರವು; ಪೀಣ್ಯ ಮೇಲ್ಸೇತುವೆಯಲ್ಲಿ ರಾತ್ರಿ ಸಂಚಾರಕ್ಕೆ ನಿರ್ಬಂಧ: [543, 230, 1601, 265]
- story4-photo: [1178, 1040, 1480, 1210]
- story1-headline-line1: 'ಅವರು ಖುಷಿಯಾಗಿದ್ದಾರಲ್ಲ ಅಷ್ಟೇ ಸಾಕು', ನಾನು ರಾಜೀನಾಮೆ: [207, 224, 503, 242]
- story1-headline: [207, 222, 530, 265]
- politician-portrait-image: [209, 308, 520, 470]
- story4-headline-line1: ಕುರುಬ ಸಮಾಜಕ್ಕೆ ಅನ್ಯಾಯ:ನ್ಯಾಯಯುತ ಪ್ರಾತಿನಿಧ್ಯ: [1023, 968, 1407, 995]
- story5-body: [207, 1797, 1481, 1950]
- bulldozer-clearing-footpath-image: [695, 279, 1152, 551]
- story3-photo: [209, 1040, 666, 1224]
- story3-col1-text: ಹಾವೇರಿ: ಕಳೆದ ಮೂರ್ನಾಲ್ಕು ದಿನಗಳಿಂದ ವರದಾ ಜಲಾನಯನ ಪ್ರದೇಶದಲ್ಲಿ ವ್ಯಾಪಕ ಮಳೆಯಾಗುತ್ತಿರುವುದರಿಂದ ನದಿಯು ಅಪಾಯದ ಮಟ್ಟ ಮೀರಿ ಹರಿಯುತ್ತಿದೆ. ಸವಣೂರು ತಾಲೂಕು ಕಳಸೂರು ಗ್ರಾಮದ ಬ್ರಿಡ್ಜ್ ಕಂ ಸೇತುವೆ ಈಗಾಗಲೇ ಜಲಾವೃತಗೊಂಡ ಪರಿಣಾಮ ಕಳಸೂರು, ಹತ್ತಿಮತ್ತೂರು, ಮಂಟಗಣಿ, ತೊಂಡೂರು, ಹೊಸಳ್ಳಿ ಸೇರಿದಂತೆ 8-10 ಗ್ರಾಮಗಳ ಸಂಪರ್ಕ ಕಳೆದುಕೊಂಡಿವೆ. ಹಾವೇರಿ, ಕಳಸೂರು, ತೊಂಡೂರು, ಹೊಸಳ್ಳಿ ಸೇರಿದಂತೆ ಹತ್ತಾರು ಗ್ರಾಮಗಳ ಜನರು ಈ ಸೇತುವೆ ಕಂ ಬ್ಯಾರೇಜ್ ಅನ್ನೇ ಅವಲಂಬಿಸಿದ್ದಾರೆ.: [207, 1248, 364, 1529]
- story2-photo: [695, 279, 1152, 551]
